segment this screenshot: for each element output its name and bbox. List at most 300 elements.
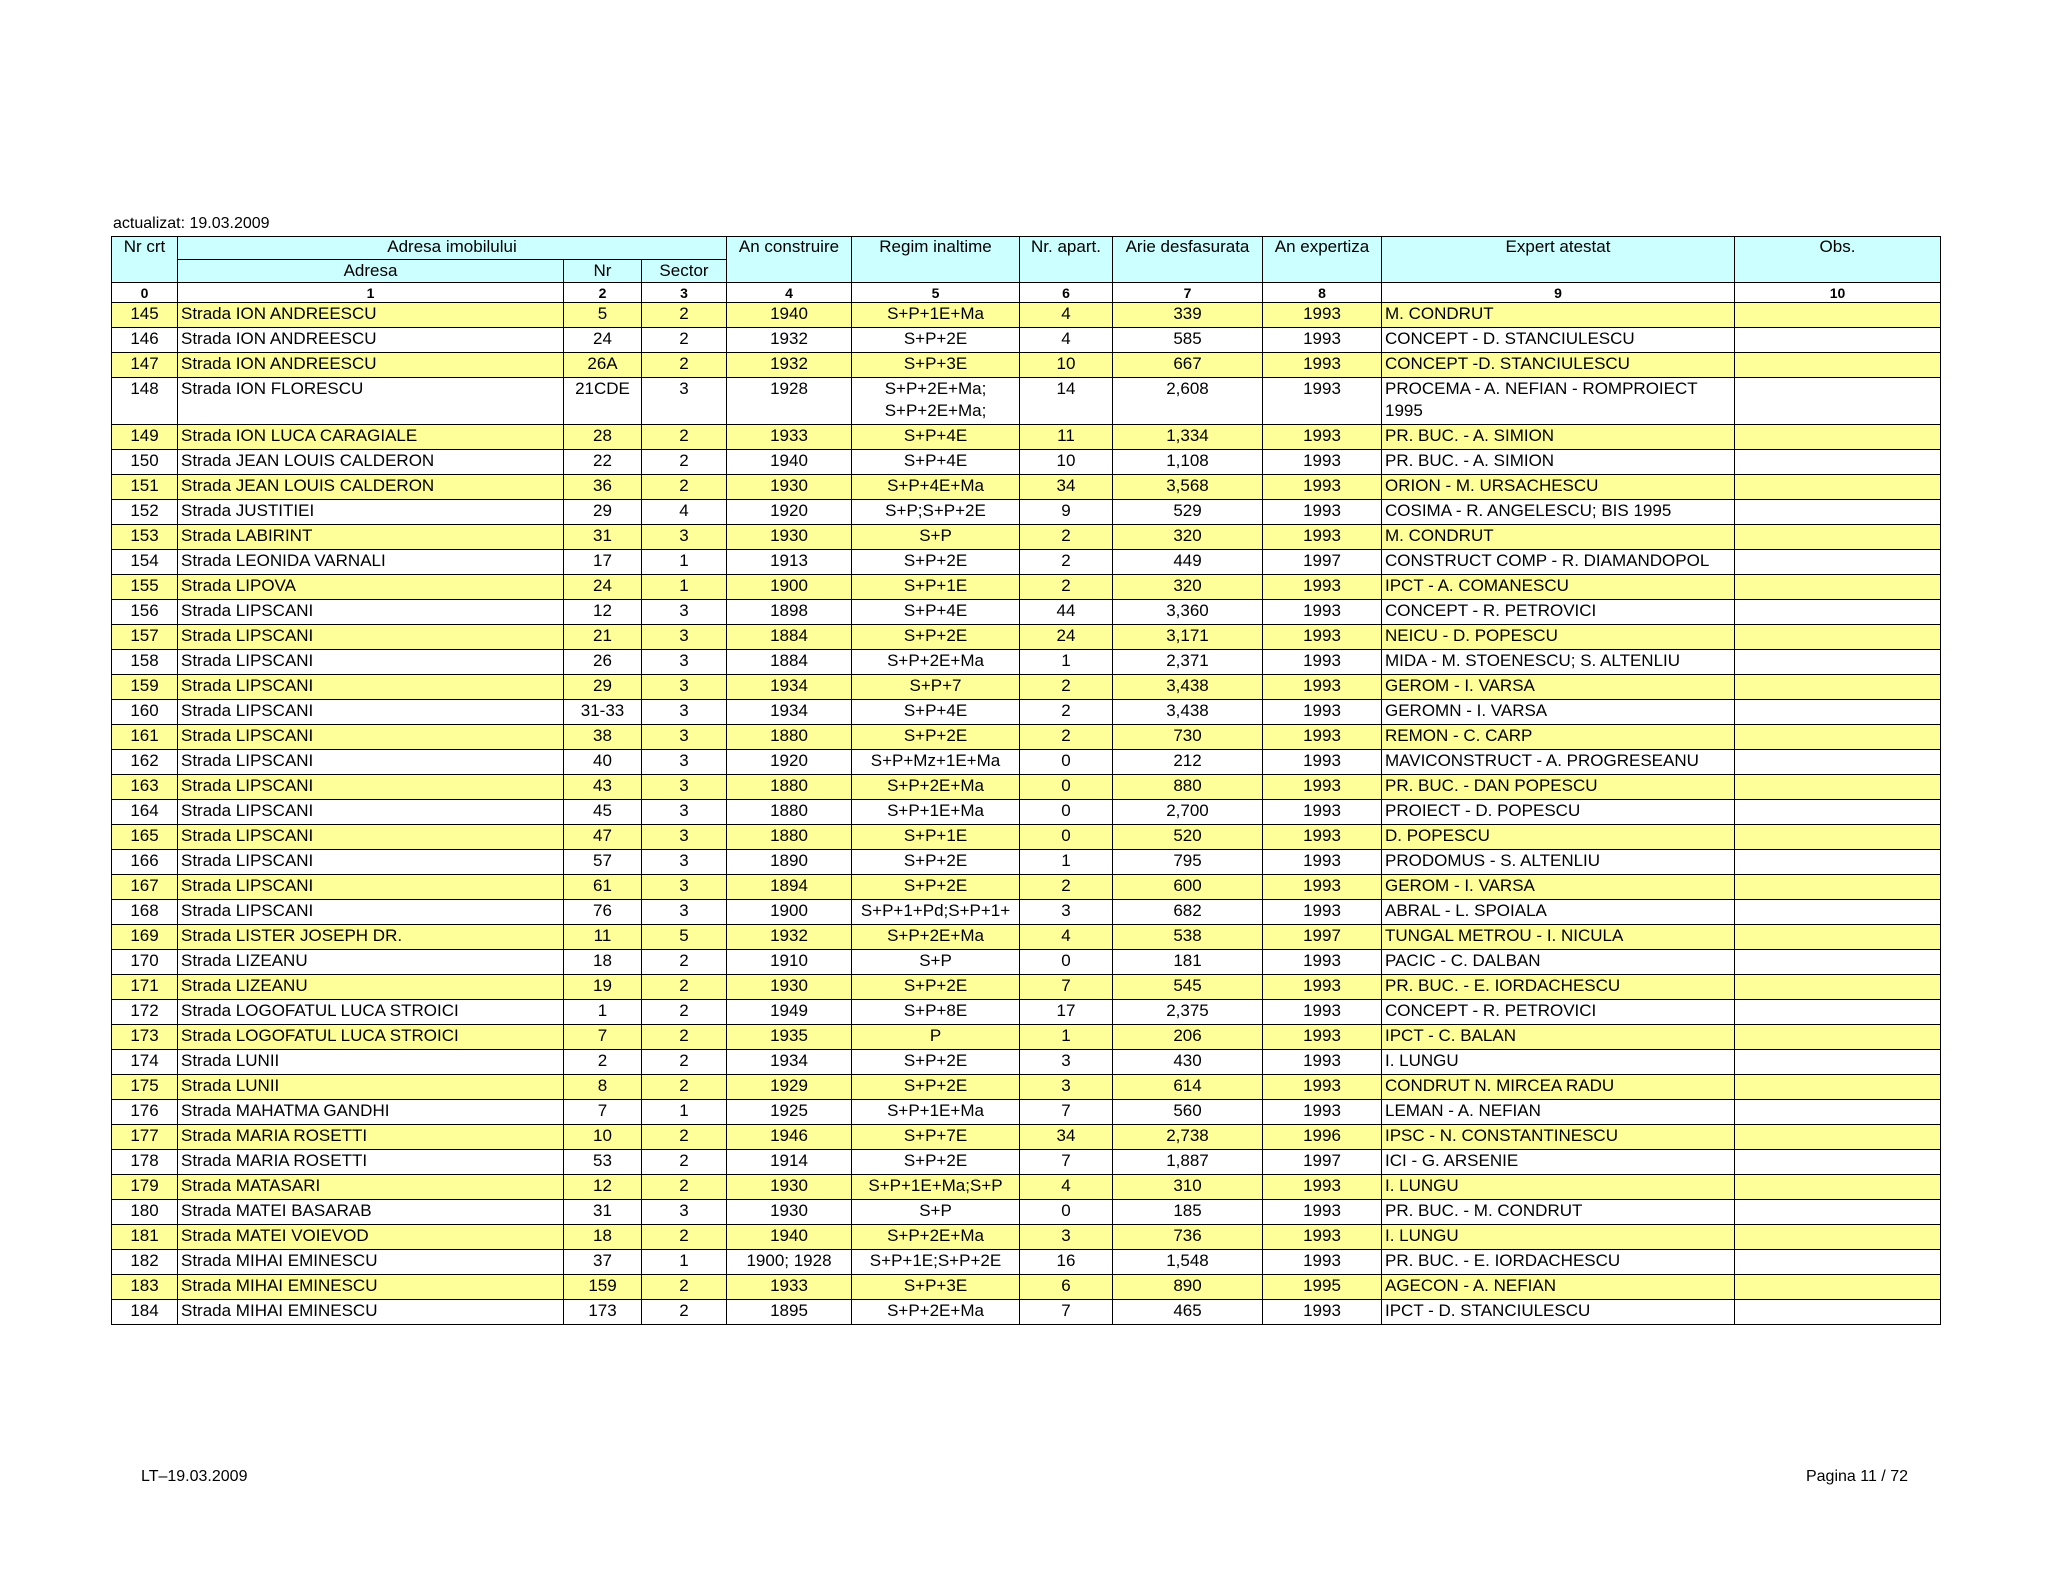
table-row <box>112 1275 1941 1300</box>
cell-nr: 29 <box>564 500 642 525</box>
cell-adresa: Strada LIPSCANI <box>178 800 564 825</box>
cell-regim-inaltime: S+P+1E+Ma <box>852 800 1020 825</box>
cell-nr-crt: 171 <box>112 975 178 1000</box>
cell-expert-atestat: IPSC - N. CONSTANTINESCU <box>1382 1125 1735 1150</box>
cell-an-expertiza: 1993 <box>1263 900 1382 925</box>
cell-regim-inaltime: S+P+7E <box>852 1125 1020 1150</box>
cell-nr: 159 <box>564 1275 642 1300</box>
cell-adresa: Strada ION LUCA CARAGIALE <box>178 425 564 450</box>
cell-nr: 53 <box>564 1150 642 1175</box>
cell-an-construire: 1932 <box>727 925 852 950</box>
cell-an-expertiza: 1997 <box>1263 550 1382 575</box>
cell-nr-apart: 2 <box>1020 550 1113 575</box>
cell-nr: 2 <box>564 1050 642 1075</box>
cell-obs <box>1735 600 1941 625</box>
cell-regim-inaltime: S+P+8E <box>852 1000 1020 1025</box>
cell-nr-apart: 0 <box>1020 750 1113 775</box>
cell-nr-apart: 7 <box>1020 1300 1113 1325</box>
cell-obs <box>1735 475 1941 500</box>
cell-an-construire: 1930 <box>727 1175 852 1200</box>
cell-expert-atestat: D. POPESCU <box>1382 825 1735 850</box>
cell-sector: 3 <box>642 525 727 550</box>
column-number: 5 <box>852 283 1020 303</box>
cell-obs <box>1735 450 1941 475</box>
cell-sector: 2 <box>642 475 727 500</box>
cell-regim-inaltime: S+P+Mz+1E+Ma <box>852 750 1020 775</box>
cell-regim-inaltime: S+P+4E <box>852 450 1020 475</box>
cell-nr-crt: 180 <box>112 1200 178 1225</box>
cell-obs <box>1735 625 1941 650</box>
cell-nr: 17 <box>564 550 642 575</box>
cell-arie-desfasurata: 320 <box>1113 525 1263 550</box>
cell-regim-inaltime: S+P+2E <box>852 725 1020 750</box>
cell-nr-apart: 4 <box>1020 328 1113 353</box>
cell-an-expertiza: 1993 <box>1263 378 1382 425</box>
cell-an-construire: 1934 <box>727 1050 852 1075</box>
table-row <box>112 475 1941 500</box>
cell-regim-inaltime: S+P+1E+Ma;S+P <box>852 1175 1020 1200</box>
table-row <box>112 1175 1941 1200</box>
cell-adresa: Strada LIPSCANI <box>178 825 564 850</box>
cell-sector: 2 <box>642 1125 727 1150</box>
cell-nr-crt: 153 <box>112 525 178 550</box>
cell-regim-inaltime: S+P+2E <box>852 875 1020 900</box>
table-row <box>112 353 1941 378</box>
cell-nr-crt: 174 <box>112 1050 178 1075</box>
cell-adresa: Strada LIPSCANI <box>178 875 564 900</box>
cell-adresa: Strada MAHATMA GANDHI <box>178 1100 564 1125</box>
cell-sector: 2 <box>642 975 727 1000</box>
cell-an-construire: 1900 <box>727 900 852 925</box>
column-number: 9 <box>1382 283 1735 303</box>
cell-nr: 24 <box>564 575 642 600</box>
cell-an-expertiza: 1993 <box>1263 1100 1382 1125</box>
cell-nr: 29 <box>564 675 642 700</box>
cell-arie-desfasurata: 3,438 <box>1113 675 1263 700</box>
cell-sector: 3 <box>642 600 727 625</box>
cell-sector: 3 <box>642 378 727 425</box>
cell-nr: 61 <box>564 875 642 900</box>
table-row <box>112 900 1941 925</box>
cell-nr-apart: 0 <box>1020 1200 1113 1225</box>
cell-an-construire: 1894 <box>727 875 852 900</box>
cell-nr-crt: 161 <box>112 725 178 750</box>
table-row <box>112 1150 1941 1175</box>
cell-arie-desfasurata: 614 <box>1113 1075 1263 1100</box>
cell-nr: 1 <box>564 1000 642 1025</box>
cell-expert-atestat: PROCEMA - A. NEFIAN - ROMPROIECT 1995 <box>1382 378 1735 425</box>
cell-nr-apart: 11 <box>1020 425 1113 450</box>
cell-expert-atestat: CONCEPT - R. PETROVICI <box>1382 600 1735 625</box>
column-number: 3 <box>642 283 727 303</box>
cell-sector: 3 <box>642 1200 727 1225</box>
column-number: 1 <box>178 283 564 303</box>
cell-an-construire: 1933 <box>727 425 852 450</box>
cell-nr: 40 <box>564 750 642 775</box>
cell-expert-atestat: PRODOMUS - S. ALTENLIU <box>1382 850 1735 875</box>
table-row <box>112 600 1941 625</box>
cell-nr-crt: 182 <box>112 1250 178 1275</box>
cell-obs <box>1735 1100 1941 1125</box>
cell-regim-inaltime: S+P+1E <box>852 575 1020 600</box>
table-row <box>112 800 1941 825</box>
cell-sector: 2 <box>642 353 727 378</box>
cell-nr-apart: 2 <box>1020 525 1113 550</box>
cell-adresa: Strada JEAN LOUIS CALDERON <box>178 450 564 475</box>
cell-regim-inaltime: S+P+1E <box>852 825 1020 850</box>
cell-arie-desfasurata: 2,608 <box>1113 378 1263 425</box>
cell-adresa: Strada MATEI VOIEVOD <box>178 1225 564 1250</box>
cell-nr-crt: 156 <box>112 600 178 625</box>
header-row-main <box>112 237 1941 260</box>
cell-adresa: Strada LISTER JOSEPH DR. <box>178 925 564 950</box>
cell-an-construire: 1946 <box>727 1125 852 1150</box>
cell-adresa: Strada LIPSCANI <box>178 750 564 775</box>
cell-adresa: Strada LIPSCANI <box>178 700 564 725</box>
cell-sector: 2 <box>642 1275 727 1300</box>
cell-expert-atestat: GEROMN - I. VARSA <box>1382 700 1735 725</box>
cell-regim-inaltime: S+P;S+P+2E <box>852 500 1020 525</box>
cell-nr: 37 <box>564 1250 642 1275</box>
cell-expert-atestat: CONCEPT - R. PETROVICI <box>1382 1000 1735 1025</box>
cell-nr: 47 <box>564 825 642 850</box>
cell-an-construire: 1930 <box>727 525 852 550</box>
cell-arie-desfasurata: 2,738 <box>1113 1125 1263 1150</box>
cell-nr-crt: 146 <box>112 328 178 353</box>
cell-nr: 5 <box>564 303 642 328</box>
table-row <box>112 1050 1941 1075</box>
cell-adresa: Strada LIPSCANI <box>178 850 564 875</box>
cell-nr-apart: 34 <box>1020 1125 1113 1150</box>
cell-arie-desfasurata: 880 <box>1113 775 1263 800</box>
cell-an-construire: 1935 <box>727 1025 852 1050</box>
cell-adresa: Strada LABIRINT <box>178 525 564 550</box>
cell-arie-desfasurata: 2,371 <box>1113 650 1263 675</box>
cell-regim-inaltime: S+P+2E <box>852 625 1020 650</box>
cell-adresa: Strada MATEI BASARAB <box>178 1200 564 1225</box>
cell-nr-apart: 6 <box>1020 1275 1113 1300</box>
cell-expert-atestat: AGECON - A. NEFIAN <box>1382 1275 1735 1300</box>
cell-obs <box>1735 353 1941 378</box>
column-number: 0 <box>112 283 178 303</box>
cell-obs <box>1735 1075 1941 1100</box>
cell-an-construire: 1925 <box>727 1100 852 1125</box>
cell-sector: 3 <box>642 650 727 675</box>
cell-expert-atestat: PR. BUC. - A. SIMION <box>1382 450 1735 475</box>
cell-an-expertiza: 1993 <box>1263 1175 1382 1200</box>
cell-obs <box>1735 1125 1941 1150</box>
cell-arie-desfasurata: 585 <box>1113 328 1263 353</box>
cell-regim-inaltime: S+P+2E <box>852 328 1020 353</box>
cell-sector: 3 <box>642 825 727 850</box>
cell-an-construire: 1914 <box>727 1150 852 1175</box>
cell-an-construire: 1920 <box>727 500 852 525</box>
table-row <box>112 925 1941 950</box>
cell-sector: 1 <box>642 1100 727 1125</box>
cell-adresa: Strada LIPSCANI <box>178 675 564 700</box>
cell-arie-desfasurata: 2,700 <box>1113 800 1263 825</box>
cell-an-expertiza: 1993 <box>1263 850 1382 875</box>
cell-nr-crt: 173 <box>112 1025 178 1050</box>
cell-sector: 2 <box>642 1225 727 1250</box>
column-number: 7 <box>1113 283 1263 303</box>
column-number-row <box>112 283 1941 303</box>
cell-obs <box>1735 750 1941 775</box>
cell-expert-atestat: GEROM - I. VARSA <box>1382 675 1735 700</box>
cell-nr: 22 <box>564 450 642 475</box>
cell-adresa: Strada LEONIDA VARNALI <box>178 550 564 575</box>
cell-regim-inaltime: S+P+2E <box>852 1075 1020 1100</box>
cell-adresa: Strada ION ANDREESCU <box>178 328 564 353</box>
update-date-label: actualizat: 19.03.2009 <box>113 215 270 232</box>
header-regim-inaltime: Regim inaltime <box>852 237 1020 283</box>
cell-nr-crt: 170 <box>112 950 178 975</box>
cell-expert-atestat: CONCEPT -D. STANCIULESCU <box>1382 353 1735 378</box>
cell-regim-inaltime: S+P+2E+Ma <box>852 650 1020 675</box>
table-body <box>112 303 1941 1325</box>
cell-an-expertiza: 1993 <box>1263 1200 1382 1225</box>
cell-an-expertiza: 1993 <box>1263 750 1382 775</box>
cell-obs <box>1735 700 1941 725</box>
cell-sector: 2 <box>642 303 727 328</box>
cell-sector: 3 <box>642 700 727 725</box>
header-nr: Nr <box>564 260 642 283</box>
cell-nr: 7 <box>564 1100 642 1125</box>
cell-regim-inaltime: S+P+4E <box>852 425 1020 450</box>
cell-expert-atestat: PR. BUC. - E. IORDACHESCU <box>1382 975 1735 1000</box>
cell-nr: 31 <box>564 1200 642 1225</box>
cell-expert-atestat: LEMAN - A. NEFIAN <box>1382 1100 1735 1125</box>
header-obs: Obs. <box>1735 237 1941 283</box>
cell-sector: 2 <box>642 1050 727 1075</box>
cell-arie-desfasurata: 1,334 <box>1113 425 1263 450</box>
cell-sector: 5 <box>642 925 727 950</box>
cell-nr-apart: 4 <box>1020 1175 1113 1200</box>
table-row <box>112 775 1941 800</box>
cell-obs <box>1735 1200 1941 1225</box>
cell-obs <box>1735 950 1941 975</box>
cell-obs <box>1735 975 1941 1000</box>
header-expert-atestat: Expert atestat <box>1382 237 1735 283</box>
cell-obs <box>1735 850 1941 875</box>
cell-nr-crt: 169 <box>112 925 178 950</box>
cell-nr: 31 <box>564 525 642 550</box>
table-row <box>112 1125 1941 1150</box>
cell-regim-inaltime: S+P+2E <box>852 1050 1020 1075</box>
cell-nr: 7 <box>564 1025 642 1050</box>
header-nr-apart: Nr. apart. <box>1020 237 1113 283</box>
cell-expert-atestat: CONCEPT - D. STANCIULESCU <box>1382 328 1735 353</box>
cell-nr: 57 <box>564 850 642 875</box>
buildings-table <box>111 236 1941 1325</box>
cell-nr-apart: 2 <box>1020 575 1113 600</box>
table-row <box>112 875 1941 900</box>
header-adresa-imobilului: Adresa imobilului <box>178 237 727 260</box>
cell-arie-desfasurata: 560 <box>1113 1100 1263 1125</box>
cell-an-construire: 1884 <box>727 650 852 675</box>
table-row <box>112 1200 1941 1225</box>
table-row <box>112 378 1941 425</box>
table-row <box>112 450 1941 475</box>
cell-obs <box>1735 1050 1941 1075</box>
cell-nr-crt: 165 <box>112 825 178 850</box>
column-number: 8 <box>1263 283 1382 303</box>
cell-regim-inaltime: S+P+2E <box>852 1150 1020 1175</box>
cell-nr-crt: 177 <box>112 1125 178 1150</box>
cell-an-expertiza: 1993 <box>1263 700 1382 725</box>
cell-an-expertiza: 1993 <box>1263 1050 1382 1075</box>
cell-an-construire: 1895 <box>727 1300 852 1325</box>
cell-sector: 2 <box>642 1000 727 1025</box>
column-number: 2 <box>564 283 642 303</box>
cell-nr-crt: 152 <box>112 500 178 525</box>
cell-sector: 3 <box>642 875 727 900</box>
cell-sector: 2 <box>642 1300 727 1325</box>
cell-an-construire: 1880 <box>727 775 852 800</box>
cell-an-construire: 1934 <box>727 700 852 725</box>
cell-nr-apart: 10 <box>1020 450 1113 475</box>
cell-expert-atestat: IPCT - C. BALAN <box>1382 1025 1735 1050</box>
cell-adresa: Strada LIPSCANI <box>178 725 564 750</box>
cell-arie-desfasurata: 3,171 <box>1113 625 1263 650</box>
table-row <box>112 750 1941 775</box>
cell-nr: 21CDE <box>564 378 642 425</box>
table-row <box>112 725 1941 750</box>
cell-sector: 1 <box>642 550 727 575</box>
cell-nr: 38 <box>564 725 642 750</box>
cell-obs <box>1735 775 1941 800</box>
cell-obs <box>1735 800 1941 825</box>
cell-obs <box>1735 825 1941 850</box>
table-row <box>112 525 1941 550</box>
cell-an-expertiza: 1993 <box>1263 1250 1382 1275</box>
cell-an-construire: 1880 <box>727 725 852 750</box>
cell-an-expertiza: 1993 <box>1263 800 1382 825</box>
cell-regim-inaltime: S+P+3E <box>852 353 1020 378</box>
cell-an-construire: 1900 <box>727 575 852 600</box>
cell-expert-atestat: M. CONDRUT <box>1382 525 1735 550</box>
cell-adresa: Strada LUNII <box>178 1050 564 1075</box>
cell-nr-apart: 10 <box>1020 353 1113 378</box>
header-an-construire: An construire <box>727 237 852 283</box>
cell-obs <box>1735 675 1941 700</box>
cell-expert-atestat: IPCT - D. STANCIULESCU <box>1382 1300 1735 1325</box>
cell-sector: 3 <box>642 675 727 700</box>
cell-arie-desfasurata: 320 <box>1113 575 1263 600</box>
cell-nr-apart: 2 <box>1020 875 1113 900</box>
cell-nr-apart: 0 <box>1020 775 1113 800</box>
cell-arie-desfasurata: 736 <box>1113 1225 1263 1250</box>
cell-adresa: Strada MIHAI EMINESCU <box>178 1250 564 1275</box>
cell-expert-atestat: REMON - C. CARP <box>1382 725 1735 750</box>
cell-nr-apart: 16 <box>1020 1250 1113 1275</box>
cell-expert-atestat: I. LUNGU <box>1382 1050 1735 1075</box>
cell-an-construire: 1920 <box>727 750 852 775</box>
cell-arie-desfasurata: 600 <box>1113 875 1263 900</box>
table-row <box>112 1025 1941 1050</box>
cell-nr: 24 <box>564 328 642 353</box>
cell-obs <box>1735 1225 1941 1250</box>
cell-nr-crt: 154 <box>112 550 178 575</box>
cell-nr-crt: 179 <box>112 1175 178 1200</box>
cell-nr: 10 <box>564 1125 642 1150</box>
cell-arie-desfasurata: 1,887 <box>1113 1150 1263 1175</box>
cell-nr-apart: 14 <box>1020 378 1113 425</box>
cell-nr-crt: 158 <box>112 650 178 675</box>
cell-regim-inaltime: S+P+2E+Ma <box>852 775 1020 800</box>
cell-an-expertiza: 1993 <box>1263 1025 1382 1050</box>
cell-nr-crt: 176 <box>112 1100 178 1125</box>
cell-expert-atestat: I. LUNGU <box>1382 1225 1735 1250</box>
cell-adresa: Strada LIPSCANI <box>178 650 564 675</box>
cell-sector: 3 <box>642 800 727 825</box>
cell-arie-desfasurata: 310 <box>1113 1175 1263 1200</box>
cell-nr-apart: 3 <box>1020 900 1113 925</box>
cell-an-expertiza: 1995 <box>1263 1275 1382 1300</box>
cell-regim-inaltime: S+P <box>852 950 1020 975</box>
cell-regim-inaltime: P <box>852 1025 1020 1050</box>
table-row <box>112 675 1941 700</box>
cell-nr-apart: 7 <box>1020 1150 1113 1175</box>
cell-sector: 2 <box>642 425 727 450</box>
cell-nr-apart: 3 <box>1020 1050 1113 1075</box>
table-row <box>112 825 1941 850</box>
cell-nr: 8 <box>564 1075 642 1100</box>
cell-expert-atestat: PACIC - C. DALBAN <box>1382 950 1735 975</box>
cell-nr-apart: 9 <box>1020 500 1113 525</box>
cell-regim-inaltime: S+P+2E+Ma; S+P+2E+Ma; <box>852 378 1020 425</box>
cell-an-construire: 1900; 1928 <box>727 1250 852 1275</box>
cell-regim-inaltime: S+P+1E+Ma <box>852 303 1020 328</box>
cell-arie-desfasurata: 529 <box>1113 500 1263 525</box>
cell-regim-inaltime: S+P <box>852 1200 1020 1225</box>
cell-regim-inaltime: S+P+4E+Ma <box>852 475 1020 500</box>
cell-nr-apart: 3 <box>1020 1225 1113 1250</box>
cell-nr-crt: 178 <box>112 1150 178 1175</box>
cell-nr-apart: 2 <box>1020 725 1113 750</box>
cell-nr: 11 <box>564 925 642 950</box>
cell-nr-apart: 7 <box>1020 975 1113 1000</box>
cell-an-construire: 1940 <box>727 303 852 328</box>
cell-sector: 3 <box>642 775 727 800</box>
cell-arie-desfasurata: 339 <box>1113 303 1263 328</box>
cell-nr-crt: 149 <box>112 425 178 450</box>
cell-an-expertiza: 1997 <box>1263 925 1382 950</box>
cell-sector: 2 <box>642 1075 727 1100</box>
cell-obs <box>1735 328 1941 353</box>
cell-regim-inaltime: S+P+2E <box>852 550 1020 575</box>
cell-nr-crt: 159 <box>112 675 178 700</box>
cell-an-expertiza: 1993 <box>1263 1000 1382 1025</box>
cell-regim-inaltime: S+P+2E+Ma <box>852 1300 1020 1325</box>
cell-an-expertiza: 1993 <box>1263 575 1382 600</box>
cell-an-construire: 1940 <box>727 1225 852 1250</box>
cell-regim-inaltime: S+P+4E <box>852 700 1020 725</box>
cell-nr: 26A <box>564 353 642 378</box>
cell-an-expertiza: 1993 <box>1263 328 1382 353</box>
cell-sector: 2 <box>642 328 727 353</box>
cell-nr: 76 <box>564 900 642 925</box>
cell-an-construire: 1934 <box>727 675 852 700</box>
cell-adresa: Strada LIZEANU <box>178 950 564 975</box>
cell-nr-apart: 1 <box>1020 850 1113 875</box>
cell-adresa: Strada ION ANDREESCU <box>178 303 564 328</box>
cell-arie-desfasurata: 538 <box>1113 925 1263 950</box>
cell-adresa: Strada ION ANDREESCU <box>178 353 564 378</box>
cell-nr-apart: 7 <box>1020 1100 1113 1125</box>
table-row <box>112 550 1941 575</box>
cell-expert-atestat: MAVICONSTRUCT - A. PROGRESEANU <box>1382 750 1735 775</box>
